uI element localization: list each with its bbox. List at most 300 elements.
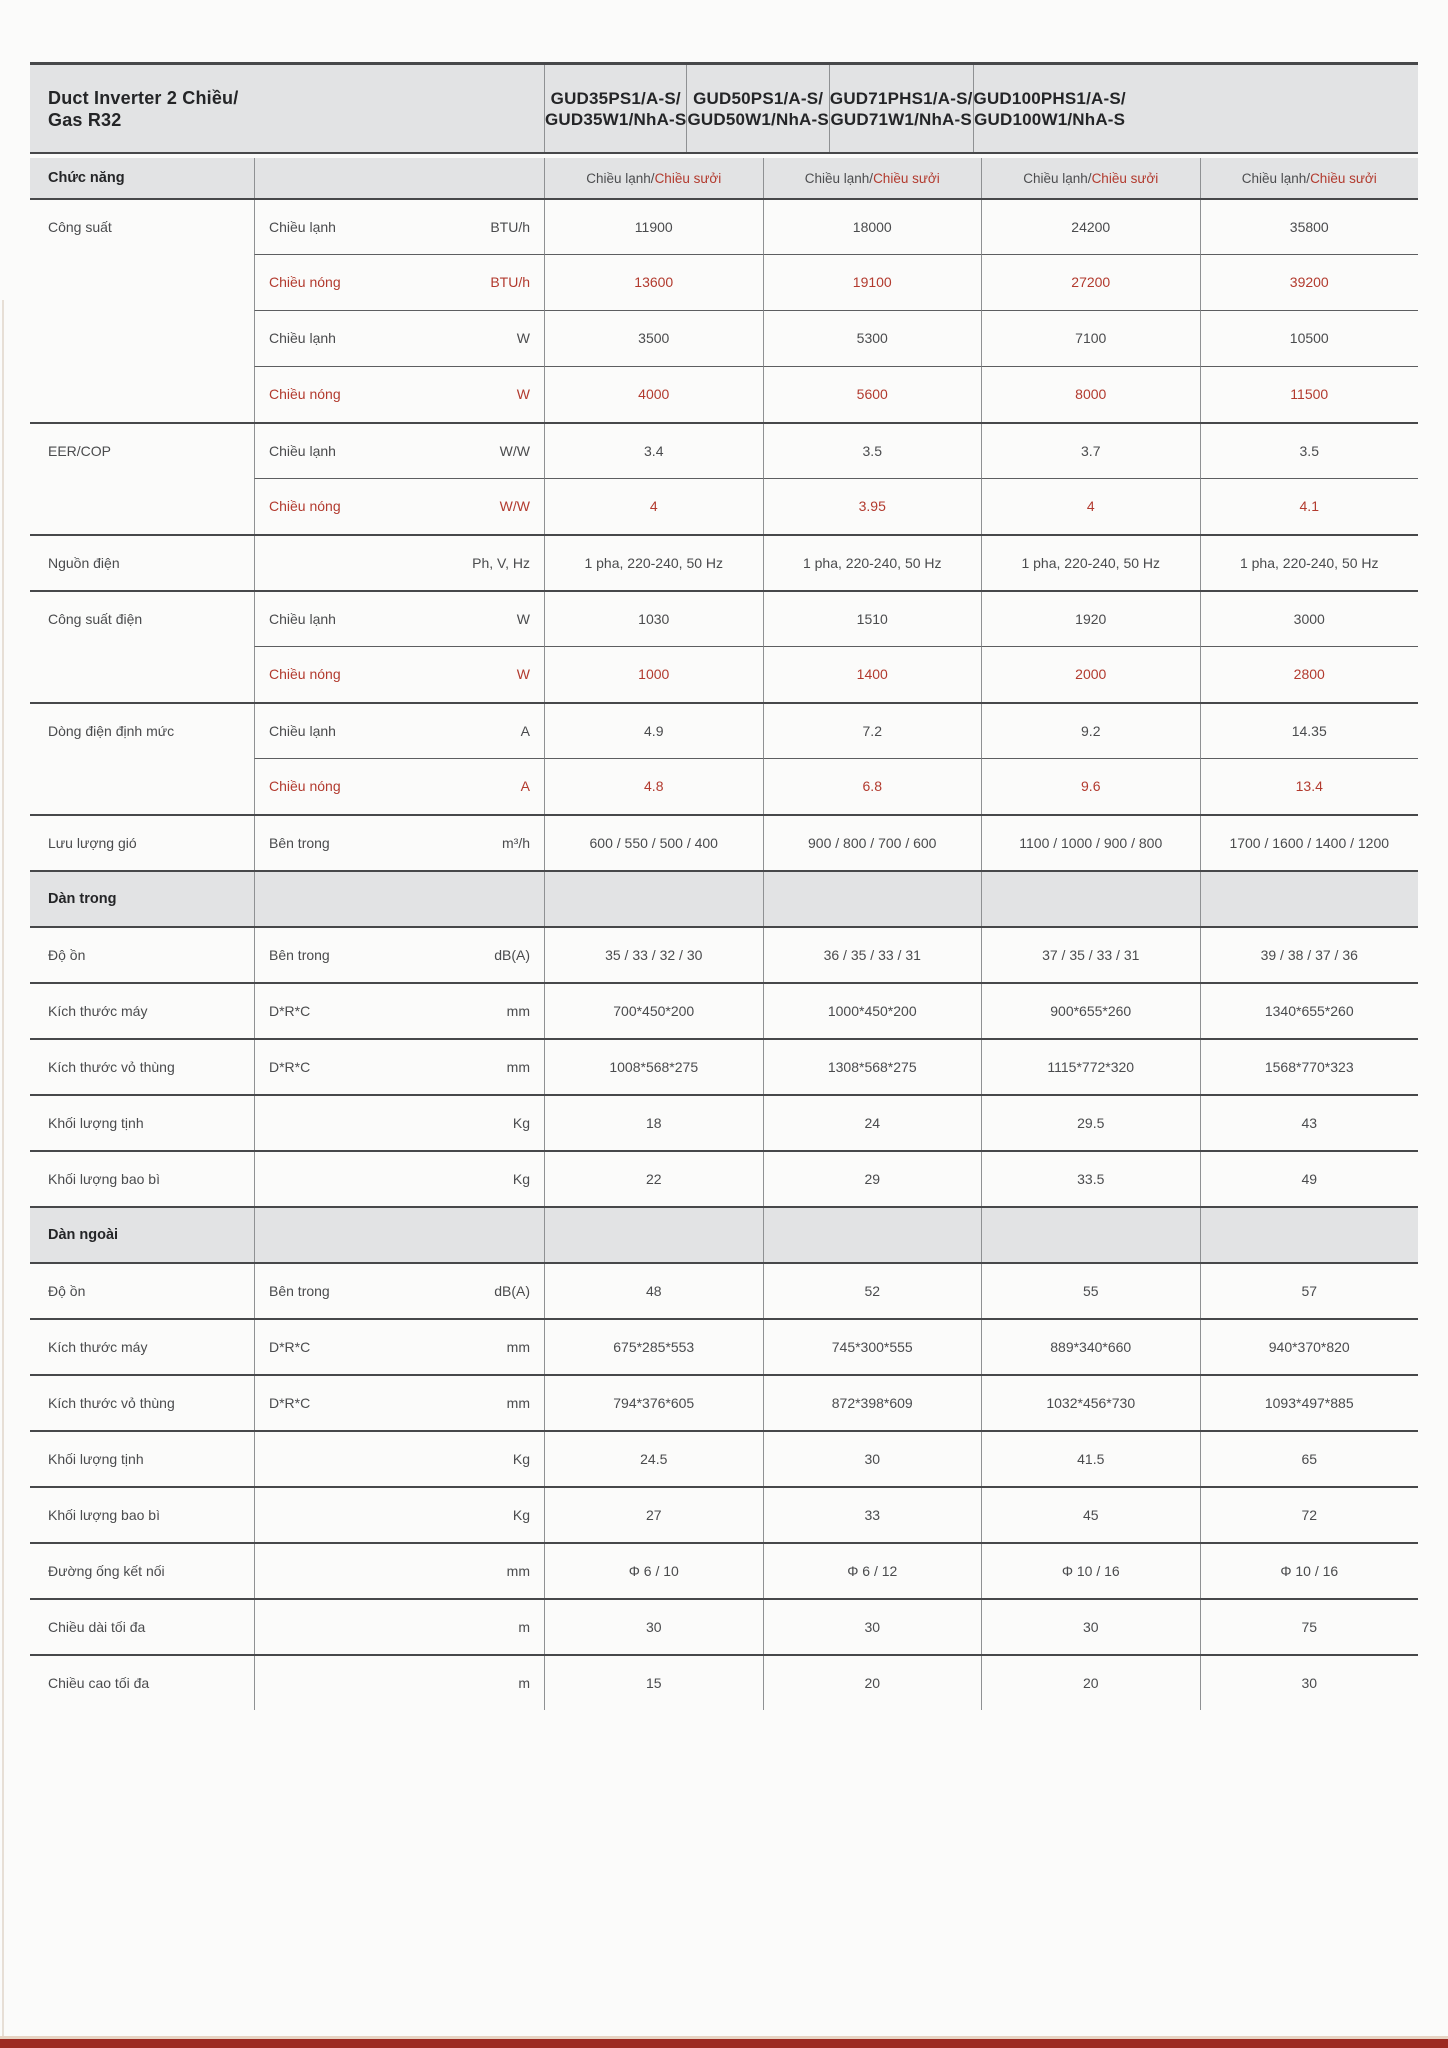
value-cell	[981, 424, 1200, 478]
mode-cool-label: Chiều lạnh	[586, 170, 651, 186]
unit-label: W/W	[499, 498, 530, 514]
spec-row	[30, 254, 1418, 310]
unit-label: BTU/h	[490, 274, 530, 290]
value-text: 7100	[1075, 330, 1107, 346]
value-text: 1000	[638, 666, 670, 682]
sub-mode-label: Chiều lạnh	[269, 610, 336, 627]
value-cell	[1200, 816, 1419, 870]
section-spacer-cell	[763, 872, 982, 926]
value-text: 3000	[1293, 610, 1325, 627]
model-name-line2: GUD35W1/NhA-S	[545, 109, 687, 129]
unit-label: Ph, V, Hz	[472, 554, 530, 571]
value-text: 39200	[1289, 274, 1329, 290]
value-text: 675*285*553	[613, 1338, 695, 1355]
value-cell	[981, 1320, 1200, 1374]
row-label-cell	[30, 536, 254, 590]
row-label-cell	[30, 984, 254, 1038]
unit-label: W	[516, 386, 530, 402]
row-label: Độ ồn	[48, 946, 86, 963]
sub-mode-label: Chiều nóng	[269, 498, 341, 514]
sub-unit-cell	[254, 254, 544, 310]
value-text: Φ 10 / 16	[1061, 1562, 1120, 1579]
value-cell	[763, 1656, 982, 1710]
value-cell	[763, 984, 982, 1038]
value-cell	[763, 1376, 982, 1430]
value-cell	[544, 1656, 763, 1710]
unit-label: m	[518, 1674, 530, 1691]
spec-row	[30, 1430, 1418, 1486]
spec-row	[30, 198, 1418, 254]
value-text: 30	[1082, 1618, 1099, 1635]
value-cell	[763, 1040, 982, 1094]
row-label-cell	[30, 928, 254, 982]
unit-label: mm	[506, 1338, 530, 1355]
value-cell	[1200, 984, 1419, 1038]
value-text: 5600	[856, 386, 888, 402]
mode-separator: /	[869, 170, 874, 186]
value-cell	[981, 1264, 1200, 1318]
section-label: Dàn trong	[48, 890, 117, 907]
value-cell	[763, 816, 982, 870]
value-text: 5300	[856, 330, 888, 346]
spec-row	[30, 702, 1418, 758]
value-text: 1 pha, 220-240, 50 Hz	[1239, 554, 1379, 571]
value-text: 9.2	[1081, 722, 1101, 739]
mode-header-cell	[544, 158, 763, 198]
sub-mode-label: Bên trong	[269, 1282, 330, 1299]
mode-header-cell	[1200, 158, 1419, 198]
row-label: Kích thước vỏ thùng	[48, 1394, 175, 1411]
section-band-row	[30, 1206, 1418, 1262]
value-cell	[544, 704, 763, 758]
section-spacer-cell	[544, 1208, 763, 1262]
sub-mode-label: Chiều nóng	[269, 386, 341, 402]
row-label-cell	[30, 816, 254, 870]
value-text: 700*450*200	[613, 1002, 695, 1019]
section-spacer-cell	[1200, 1208, 1419, 1262]
row-label: Khối lượng tịnh	[48, 1450, 144, 1467]
value-text: Φ 10 / 16	[1280, 1562, 1339, 1579]
section-label-cell	[30, 872, 254, 926]
value-cell	[1200, 536, 1419, 590]
model-header-cell	[544, 65, 686, 152]
spec-row	[30, 814, 1418, 870]
value-cell	[1200, 1376, 1419, 1430]
model-name-line1: GUD100PHS1/A-S/	[973, 88, 1126, 108]
value-cell	[763, 254, 982, 310]
sub-mode-label: Bên trong	[269, 946, 330, 963]
value-cell	[763, 1152, 982, 1206]
value-cell	[1200, 758, 1419, 814]
value-text: 30	[864, 1450, 881, 1467]
value-text: 8000	[1075, 386, 1107, 402]
value-cell	[763, 310, 982, 366]
value-text: 3.5	[862, 442, 882, 459]
sub-unit-cell	[254, 1320, 544, 1374]
value-cell	[981, 1040, 1200, 1094]
mode-separator: /	[1087, 170, 1092, 186]
row-label-cell	[30, 1600, 254, 1654]
value-text: 36 / 35 / 33 / 31	[823, 946, 921, 963]
sub-unit-cell	[254, 1656, 544, 1710]
row-label-cell	[30, 200, 254, 254]
spec-row	[30, 646, 1418, 702]
spec-row	[30, 1654, 1418, 1710]
value-text: 18	[645, 1114, 662, 1131]
row-label: Chiều dài tối đa	[48, 1618, 146, 1635]
row-label-cell	[30, 592, 254, 646]
sub-unit-cell	[254, 704, 544, 758]
value-text: 3.5	[1299, 442, 1319, 459]
value-text: 37 / 35 / 33 / 31	[1042, 946, 1140, 963]
value-text: 48	[645, 1282, 662, 1299]
row-label: Độ ồn	[48, 1282, 86, 1299]
value-text: 13600	[634, 274, 674, 290]
sub-mode-label: Chiều lạnh	[269, 722, 336, 739]
row-label: Đường ống kết nối	[48, 1562, 165, 1579]
sub-mode-label: D*R*C	[269, 1394, 311, 1411]
model-header-cell	[973, 65, 1126, 152]
row-label-cell	[30, 1040, 254, 1094]
table-title-line2: Gas R32	[48, 109, 122, 130]
value-text: 13.4	[1295, 778, 1323, 794]
value-text: 4.9	[644, 722, 664, 739]
mode-cool-label: Chiều lạnh	[1023, 170, 1088, 186]
row-label: EER/COP	[48, 442, 112, 459]
model-header-cell	[829, 65, 973, 152]
value-text: 20	[1082, 1674, 1099, 1691]
value-cell	[1200, 1264, 1419, 1318]
sub-unit-cell	[254, 646, 544, 702]
value-text: 19100	[852, 274, 892, 290]
value-text: 3.95	[858, 498, 886, 514]
value-text: 1115*772*320	[1047, 1058, 1135, 1075]
value-text: 27	[645, 1506, 662, 1523]
row-label: Chiều cao tối đa	[48, 1674, 150, 1691]
value-cell	[1200, 1096, 1419, 1150]
value-text: 4	[649, 498, 658, 514]
spec-row	[30, 422, 1418, 478]
row-label-cell	[30, 1320, 254, 1374]
value-cell	[1200, 1600, 1419, 1654]
model-name-line1: GUD71PHS1/A-S/	[829, 88, 973, 108]
sub-unit-cell	[254, 366, 544, 422]
unit-label: W	[516, 330, 530, 346]
unit-label: W/W	[499, 442, 530, 459]
value-cell	[981, 928, 1200, 982]
value-text: 41.5	[1077, 1450, 1105, 1467]
value-cell	[763, 1432, 982, 1486]
row-label-cell	[30, 1432, 254, 1486]
value-cell	[544, 1152, 763, 1206]
value-cell	[981, 704, 1200, 758]
value-cell	[981, 1432, 1200, 1486]
value-text: 2800	[1293, 666, 1325, 682]
mode-heat-label: Chiều sưởi	[654, 170, 722, 186]
value-text: 1308*568*275	[827, 1058, 917, 1075]
value-text: 45	[1082, 1506, 1099, 1523]
spec-row	[30, 310, 1418, 366]
unit-label: Kg	[512, 1506, 530, 1523]
value-cell	[1200, 1152, 1419, 1206]
value-text: 3500	[638, 330, 670, 346]
model-name-line1: GUD50PS1/A-S/	[693, 88, 824, 108]
model-header-cell	[686, 65, 828, 152]
mode-separator: /	[1306, 170, 1311, 186]
spec-row	[30, 1150, 1418, 1206]
mode-heat-label: Chiều sưởi	[1310, 170, 1377, 186]
value-cell	[1200, 200, 1419, 254]
value-cell	[544, 592, 763, 646]
row-label: Công suất điện	[48, 610, 143, 627]
value-cell	[981, 646, 1200, 702]
spec-row	[30, 1374, 1418, 1430]
value-text: 15	[645, 1674, 662, 1691]
sub-mode-label: Chiều nóng	[269, 666, 341, 682]
value-text: 35800	[1289, 218, 1329, 235]
value-text: 1400	[856, 666, 888, 682]
spec-row	[30, 926, 1418, 982]
unit-label: m³/h	[502, 834, 530, 851]
mode-heat-label: Chiều sưởi	[873, 170, 940, 186]
function-spacer-cell	[254, 158, 544, 198]
value-cell	[981, 758, 1200, 814]
value-text: 940*370*820	[1268, 1338, 1350, 1355]
sub-unit-cell	[254, 592, 544, 646]
value-text: 889*340*660	[1050, 1338, 1132, 1355]
value-cell	[981, 478, 1200, 534]
spec-row	[30, 1038, 1418, 1094]
spec-row	[30, 982, 1418, 1038]
value-cell	[763, 366, 982, 422]
value-text: 1568*770*323	[1264, 1058, 1354, 1075]
section-spacer-cell	[544, 872, 763, 926]
value-text: 33	[864, 1506, 881, 1523]
unit-label: W	[516, 666, 530, 682]
spec-table	[30, 62, 1418, 1710]
section-spacer-cell	[763, 1208, 982, 1262]
row-label-cell	[30, 424, 254, 478]
model-name-line2: GUD71W1/NhA-S	[830, 109, 972, 129]
value-text: 11900	[634, 218, 673, 235]
value-text: 20	[864, 1674, 881, 1691]
value-cell	[1200, 928, 1419, 982]
sub-mode-label: Chiều nóng	[269, 274, 341, 290]
row-label-cell	[30, 1264, 254, 1318]
value-text: 1000*450*200	[827, 1002, 917, 1019]
unit-label: A	[520, 722, 530, 739]
table-title-line1: Duct Inverter 2 Chiều/	[48, 87, 239, 108]
row-label: Lưu lượng gió	[48, 834, 137, 851]
value-cell	[544, 1040, 763, 1094]
row-label: Công suất	[48, 218, 112, 235]
value-cell	[1200, 1432, 1419, 1486]
value-text: 24.5	[640, 1450, 668, 1467]
value-cell	[981, 984, 1200, 1038]
spec-row	[30, 1262, 1418, 1318]
value-cell	[1200, 424, 1419, 478]
row-label-cell	[30, 758, 254, 814]
sub-mode-label: Chiều lạnh	[269, 330, 336, 346]
value-text: 30	[1301, 1674, 1318, 1691]
value-cell	[981, 366, 1200, 422]
section-spacer-cell	[254, 1208, 544, 1262]
row-label-cell	[30, 1544, 254, 1598]
value-cell	[544, 536, 763, 590]
value-cell	[544, 646, 763, 702]
function-header-row	[30, 158, 1418, 198]
section-spacer-cell	[981, 872, 1200, 926]
value-text: 29	[864, 1170, 881, 1187]
function-label: Chức năng	[48, 169, 125, 186]
unit-label: dB(A)	[494, 946, 530, 963]
value-text: 900*655*260	[1050, 1002, 1132, 1019]
sub-unit-cell	[254, 1488, 544, 1542]
sub-unit-cell	[254, 424, 544, 478]
row-label-cell	[30, 704, 254, 758]
sub-unit-cell	[254, 1152, 544, 1206]
value-cell	[544, 984, 763, 1038]
value-cell	[763, 928, 982, 982]
sub-unit-cell	[254, 200, 544, 254]
value-cell	[981, 1544, 1200, 1598]
value-text: 4	[1086, 498, 1095, 514]
value-cell	[981, 200, 1200, 254]
value-text: 72	[1301, 1506, 1318, 1523]
value-text: 1100 / 1000 / 900 / 800	[1019, 834, 1163, 851]
value-text: 33.5	[1077, 1170, 1105, 1187]
row-label-cell	[30, 478, 254, 534]
value-cell	[544, 1600, 763, 1654]
sub-unit-cell	[254, 1040, 544, 1094]
value-cell	[544, 1264, 763, 1318]
value-cell	[981, 1600, 1200, 1654]
unit-label: mm	[506, 1058, 530, 1075]
section-spacer-cell	[1200, 872, 1419, 926]
sub-unit-cell	[254, 758, 544, 814]
row-label-cell	[30, 1096, 254, 1150]
mode-cool-label: Chiều lạnh	[804, 170, 870, 186]
value-text: 35 / 33 / 32 / 30	[605, 946, 703, 963]
unit-label: m	[518, 1618, 530, 1635]
sub-mode-label: Chiều nóng	[269, 778, 341, 794]
row-label-cell	[30, 646, 254, 702]
spec-row	[30, 1094, 1418, 1150]
value-text: 2000	[1075, 666, 1107, 682]
value-text: 1510	[856, 610, 888, 627]
value-cell	[1200, 254, 1419, 310]
unit-label: Kg	[512, 1170, 530, 1187]
sub-mode-label: D*R*C	[269, 1338, 311, 1355]
value-cell	[763, 1544, 982, 1598]
unit-label: Kg	[512, 1450, 530, 1467]
unit-label: A	[520, 778, 530, 794]
value-cell	[544, 1376, 763, 1430]
value-text: 10500	[1289, 330, 1329, 346]
unit-label: W	[516, 610, 530, 627]
value-cell	[763, 646, 982, 702]
sub-unit-cell	[254, 310, 544, 366]
sub-unit-cell	[254, 1264, 544, 1318]
value-text: 24200	[1071, 218, 1111, 235]
section-label-cell	[30, 1208, 254, 1262]
spec-row	[30, 534, 1418, 590]
value-cell	[981, 1376, 1200, 1430]
sub-mode-label: Bên trong	[269, 834, 330, 851]
value-text: Φ 6 / 12	[847, 1562, 898, 1579]
value-cell	[544, 1096, 763, 1150]
section-spacer-cell	[254, 872, 544, 926]
value-cell	[544, 478, 763, 534]
value-cell	[981, 310, 1200, 366]
value-cell	[1200, 1040, 1419, 1094]
row-label: Khối lượng bao bì	[48, 1170, 160, 1187]
value-text: 1093*497*885	[1264, 1394, 1354, 1411]
sub-unit-cell	[254, 1096, 544, 1150]
row-label-cell	[30, 1376, 254, 1430]
value-text: 3.7	[1081, 442, 1101, 459]
value-cell	[1200, 1488, 1419, 1542]
scan-artifact-line	[2, 300, 4, 2036]
value-cell	[544, 758, 763, 814]
row-label: Khối lượng tịnh	[48, 1114, 144, 1131]
value-text: 27200	[1071, 274, 1111, 290]
value-cell	[763, 1264, 982, 1318]
sub-mode-label: Chiều lạnh	[269, 442, 336, 459]
value-text: 24	[864, 1114, 881, 1131]
sub-mode-label: Chiều lạnh	[269, 218, 336, 235]
value-cell	[1200, 366, 1419, 422]
value-text: 4.1	[1299, 498, 1319, 514]
value-cell	[544, 1432, 763, 1486]
value-cell	[1200, 310, 1419, 366]
value-cell	[544, 254, 763, 310]
row-label-cell	[30, 1152, 254, 1206]
value-text: 4.8	[644, 778, 664, 794]
value-text: 6.8	[862, 778, 882, 794]
value-cell	[544, 928, 763, 982]
value-text: 65	[1301, 1450, 1318, 1467]
value-text: 30	[645, 1618, 662, 1635]
spec-row	[30, 1486, 1418, 1542]
value-cell	[1200, 1320, 1419, 1374]
value-cell	[763, 1488, 982, 1542]
value-text: 30	[864, 1618, 881, 1635]
value-cell	[1200, 592, 1419, 646]
row-label: Nguồn điện	[48, 554, 120, 571]
row-label-cell	[30, 310, 254, 366]
sub-unit-cell	[254, 984, 544, 1038]
value-text: 900 / 800 / 700 / 600	[808, 834, 937, 851]
value-cell	[544, 1488, 763, 1542]
value-cell	[763, 1096, 982, 1150]
value-cell	[763, 1600, 982, 1654]
row-label: Khối lượng bao bì	[48, 1506, 160, 1523]
value-cell	[544, 200, 763, 254]
mode-header-cell	[981, 158, 1200, 198]
value-text: 39 / 38 / 37 / 36	[1260, 946, 1358, 963]
value-text: 14.35	[1291, 722, 1327, 739]
spec-row	[30, 1542, 1418, 1598]
row-label-cell	[30, 366, 254, 422]
value-text: 1032*456*730	[1046, 1394, 1136, 1411]
mode-separator: /	[650, 170, 655, 186]
unit-label: BTU/h	[490, 218, 530, 235]
unit-label: mm	[506, 1394, 530, 1411]
sub-unit-cell	[254, 1376, 544, 1430]
model-name-line1: GUD35PS1/A-S/	[550, 88, 681, 108]
value-cell	[981, 1656, 1200, 1710]
